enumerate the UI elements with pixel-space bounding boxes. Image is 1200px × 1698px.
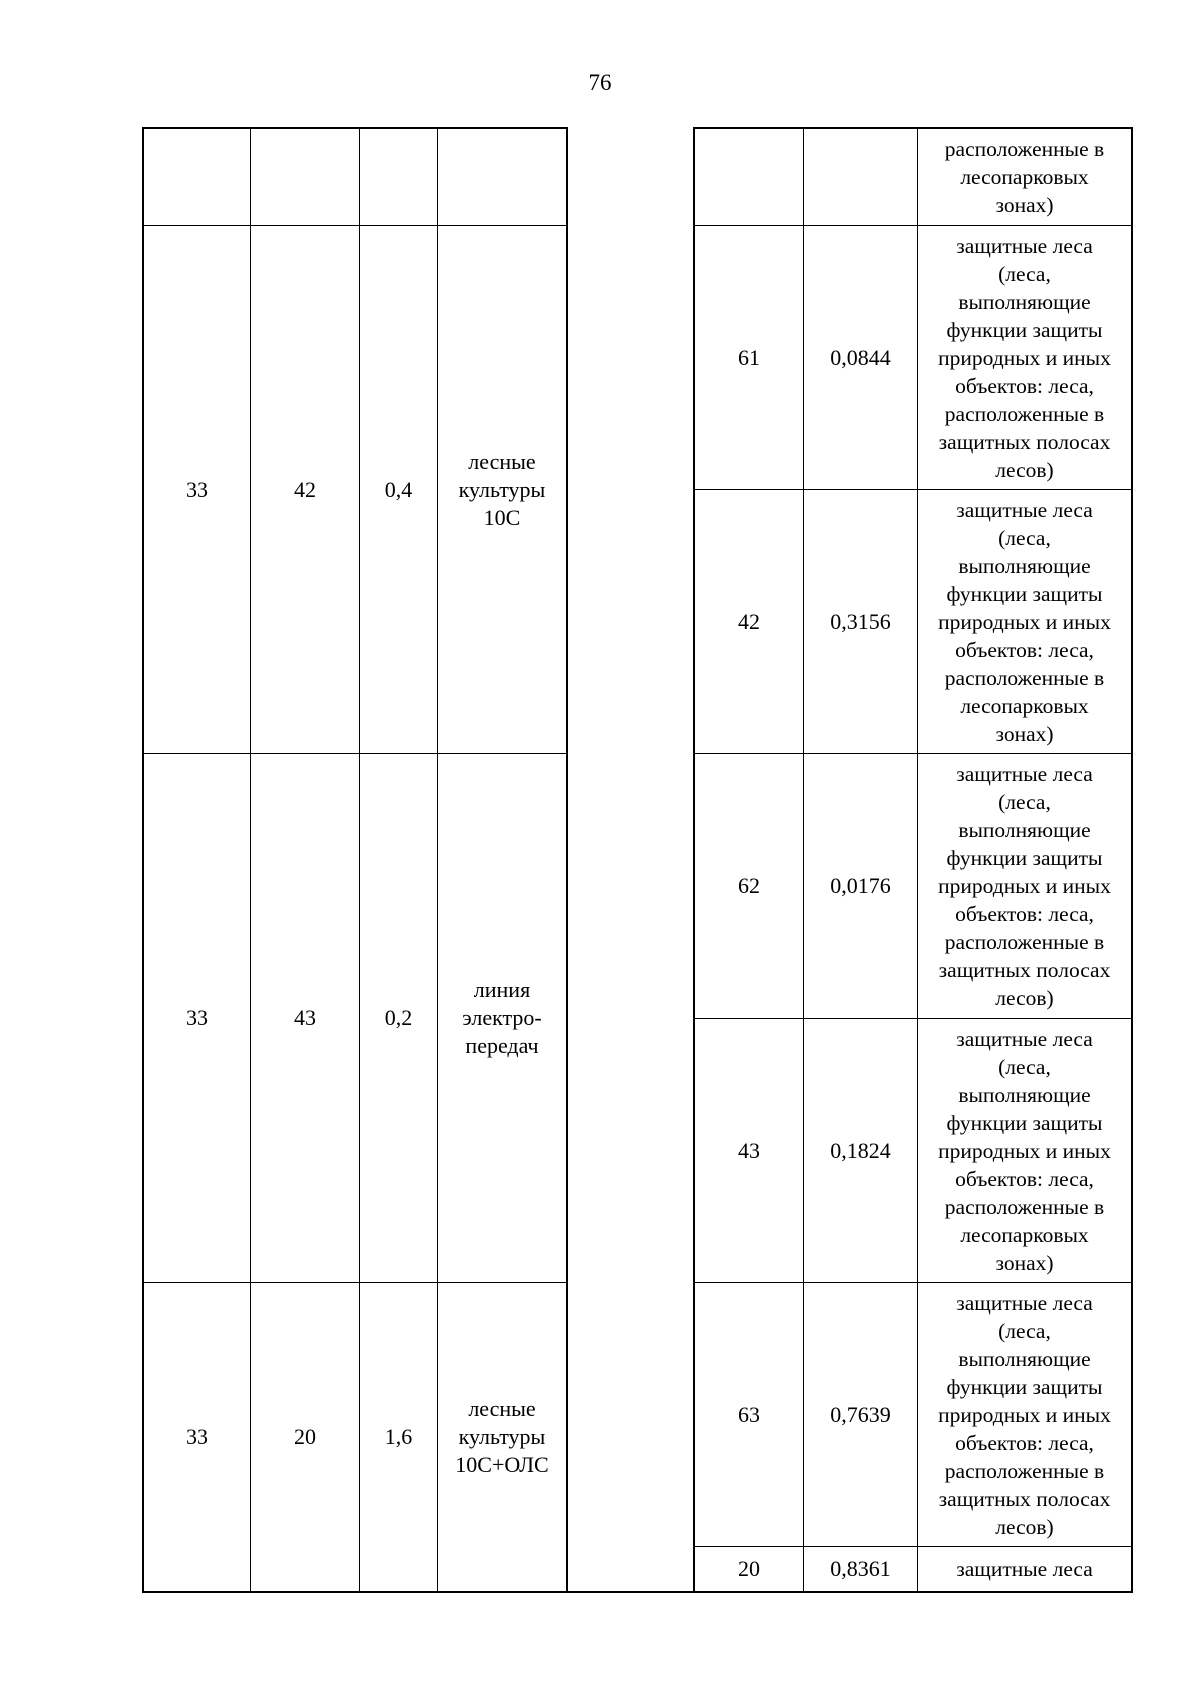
table-cell — [695, 754, 803, 1018]
table-cell — [695, 1547, 803, 1591]
cell-plot: 20 — [738, 1556, 760, 1581]
table-cell — [360, 1283, 437, 1591]
table-cell — [695, 490, 803, 753]
page-number: 76 — [588, 70, 612, 95]
cell-purpose: защитные леса (леса, выполняющие функции защиты природных и иных объектов: леса, расположенные в лесопарковых зонах) — [938, 497, 1111, 746]
table-cell — [695, 129, 803, 225]
cell-plot: 61 — [738, 344, 760, 370]
table-cell — [918, 1283, 1131, 1546]
table-cell — [695, 1283, 803, 1546]
cell-plot: 43 — [738, 1137, 760, 1163]
cell-purpose: защитные леса (леса, выполняющие функции защиты природных и иных объектов: леса, расположенные в защитных полосах лесов) — [938, 1290, 1111, 1539]
table-cell — [918, 129, 1131, 225]
table-cell — [251, 1283, 359, 1591]
cell-purpose: защитные леса (леса, выполняющие функции защиты природных и иных объектов: леса, расположенные в защитных полосах лесов) — [938, 762, 1111, 1010]
cell-area: 0,0176 — [830, 873, 891, 898]
cell-plot: 43 — [294, 1005, 316, 1030]
table-cell — [251, 754, 359, 1282]
table-cell — [804, 754, 917, 1018]
table-cell — [144, 754, 250, 1282]
table-cell — [804, 1283, 917, 1546]
cell-purpose: расположенные в лесопарковых зонах) — [944, 137, 1105, 217]
cell-quarter: 33 — [186, 1005, 208, 1030]
cell-quarter: 33 — [186, 476, 208, 502]
table-cell — [804, 1019, 917, 1282]
table-cell — [918, 490, 1131, 753]
table-cell — [360, 226, 437, 753]
cell-area: 0,8361 — [830, 1556, 891, 1581]
table-cell — [804, 1547, 917, 1591]
table-cell — [695, 226, 803, 489]
table-cell — [918, 1019, 1131, 1282]
cell-area: 0,7639 — [830, 1401, 891, 1427]
cell-purpose: защитные леса — [956, 1557, 1093, 1581]
table-line — [566, 127, 568, 1593]
cell-quarter: 33 — [186, 1424, 208, 1449]
table-cell — [438, 1283, 566, 1591]
table-cell — [804, 490, 917, 753]
cell-category: лесные культуры 10С+ОЛС — [455, 1396, 549, 1477]
cell-plot: 42 — [738, 608, 760, 634]
cell-area: 0,4 — [384, 476, 413, 502]
cell-category: лесные культуры 10С — [458, 448, 546, 530]
table-cell — [360, 754, 437, 1282]
cell-area: 0,0844 — [830, 344, 891, 370]
table-cell — [804, 129, 917, 225]
table-cell — [360, 129, 437, 225]
cell-area: 0,2 — [384, 1005, 413, 1030]
cell-area: 1,6 — [384, 1424, 413, 1449]
table-cell — [918, 1547, 1131, 1591]
table-cell — [438, 226, 566, 753]
cell-purpose: защитные леса (леса, выполняющие функции защиты природных и иных объектов: леса, расположенные в лесопарковых зонах) — [938, 1026, 1111, 1275]
cell-plot: 42 — [294, 476, 316, 502]
table-cell — [144, 226, 250, 753]
table-cell — [251, 226, 359, 753]
table-line — [1131, 127, 1133, 1593]
table-cell — [438, 754, 566, 1282]
table-cell — [804, 226, 917, 489]
table-cell — [695, 1019, 803, 1282]
table-cell — [438, 129, 566, 225]
table-cell — [918, 226, 1131, 489]
cell-purpose: защитные леса (леса, выполняющие функции защиты природных и иных объектов: леса, расположенные в защитных полосах лесов) — [938, 233, 1111, 482]
table-cell — [251, 129, 359, 225]
cell-plot: 62 — [738, 873, 760, 898]
table-cell — [144, 129, 250, 225]
cell-plot: 20 — [294, 1424, 316, 1449]
cell-area: 0,3156 — [830, 608, 891, 634]
cell-area: 0,1824 — [830, 1137, 891, 1163]
cell-category: линия электро- передач — [462, 977, 542, 1058]
table-line — [142, 1591, 1133, 1593]
table-cell — [144, 1283, 250, 1591]
table-cell — [918, 754, 1131, 1018]
cell-plot: 63 — [738, 1401, 760, 1427]
